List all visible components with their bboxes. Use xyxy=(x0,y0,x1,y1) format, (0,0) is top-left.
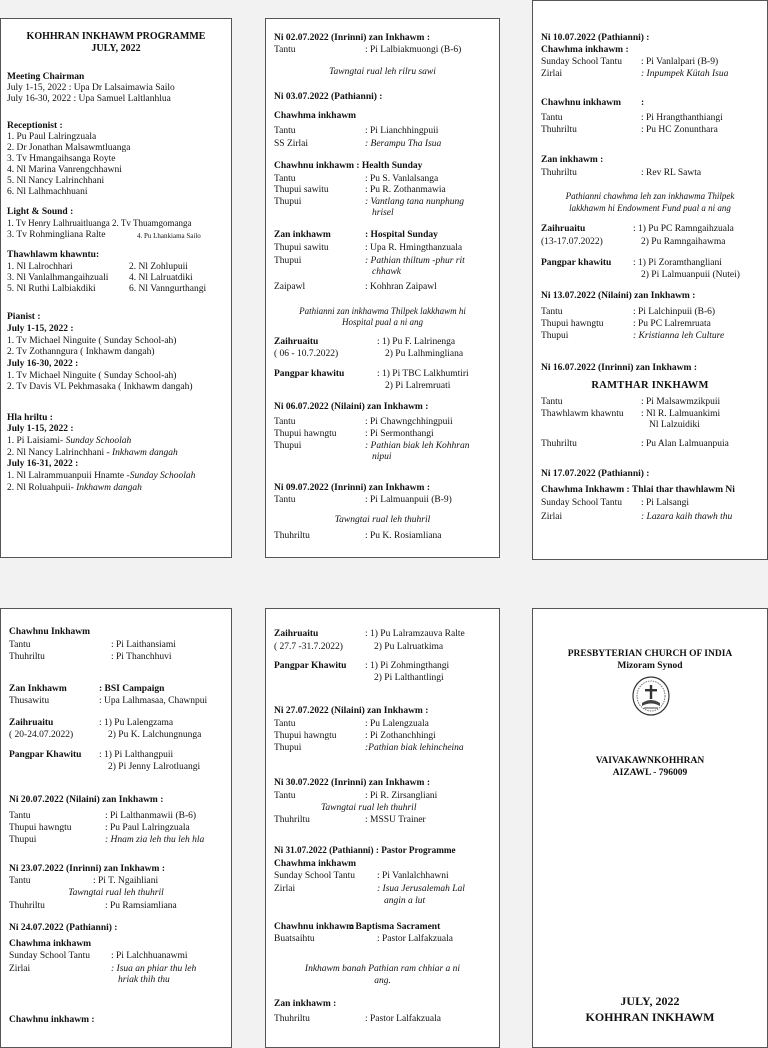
pianist-date: July 1-15, 2022 : xyxy=(7,324,74,334)
service-heading: : BSI Campaign xyxy=(99,684,165,694)
field-label: ( 06 - 10.7.2022) xyxy=(274,349,339,359)
field-value: : Pu R. Zothanmawia xyxy=(365,185,446,195)
note-text: Pathianni zan inkhawma Thilpek lakkhawm hi xyxy=(299,306,466,316)
service-heading: Zaihruaitu xyxy=(274,629,319,639)
field-value: 2) Pu Ramngaihawma xyxy=(641,237,726,247)
field-value: : 1) Pu Lalramzauva Ralte xyxy=(365,629,465,639)
field-value: : Pi Chawngchhingpuii xyxy=(365,417,453,427)
field-label: Tantu xyxy=(541,307,563,317)
field-value: : Isua an phiar thu leh xyxy=(111,964,197,974)
field-label: Sunday School Tantu xyxy=(541,498,622,508)
field-label: Thupui xyxy=(274,441,302,451)
field-value: 2) Pu Lalruatkima xyxy=(374,642,444,652)
field-value: : Pi Lalthanmawii (B-6) xyxy=(105,811,197,821)
light-sound-item: 3. Tv Rohmingliana Ralte xyxy=(7,230,106,240)
field-label: Thupui xyxy=(274,197,302,207)
service-heading: Chawhma inkhawm xyxy=(274,859,357,869)
field-value: : Pu S. Vanlalsanga xyxy=(365,174,439,184)
field-value: : 1) Pi Lalthangpuii xyxy=(99,750,174,760)
service-heading: Chawhnu inkhawm xyxy=(541,98,621,108)
section-heading: Ni 10.07.2022 (Pathianni) : xyxy=(541,33,650,43)
chairman-line: July 16-30, 2022 : Upa Samuel Laltlanhlua xyxy=(7,94,171,104)
field-label: Thuhriltu xyxy=(541,168,577,178)
service-heading: Chawhnu inkhawm xyxy=(274,922,354,932)
field-label: Tantu xyxy=(274,719,296,729)
field-label: ( 27.7 -31.7.2022) xyxy=(274,642,343,652)
programme-panel-week3 xyxy=(0,608,232,1048)
field-value: : Inpumpek Kütah Isua xyxy=(641,69,729,79)
programme-panel-cover-details xyxy=(0,18,232,558)
field-label: Tantu xyxy=(9,640,31,650)
field-value: : Pi Malsawmzikpuii xyxy=(641,397,721,407)
field-value: : Pu Paul Lalringzuala xyxy=(105,823,190,833)
service-heading: : Baptisma Sacrament xyxy=(350,922,441,932)
field-value: : 1) Pu Lalengzama xyxy=(99,718,174,728)
programme-cover-panel xyxy=(532,608,768,1048)
field-value: : Hnam zia leh thu leh hla xyxy=(105,835,205,845)
thawhlawm-item: 5. Nl Ruthi Lalbiakdiki xyxy=(7,284,96,294)
field-value: : Pu Alan Lalmuanpuia xyxy=(641,439,729,449)
field-value: Nl Lalzuidiki xyxy=(649,420,700,430)
service-heading: Zaihruaitu xyxy=(541,224,586,234)
field-value: : Pi Lalbiakmuongi (B-6) xyxy=(365,45,462,55)
field-label: Thupui xyxy=(274,743,302,753)
hla-hriltu-item: 2. Nl Nancy Lalrinchhani - Inkhawm dangah xyxy=(7,448,178,458)
field-value: : Vantlang tana nunphung xyxy=(365,197,464,207)
field-label: (13-17.07.2022) xyxy=(541,237,603,247)
note-text: Tawngtai rual leh thuhril xyxy=(321,803,417,813)
field-value: : Pi Zothanchhingi xyxy=(365,731,436,741)
service-heading: Zan inkhawm xyxy=(274,230,331,240)
field-label: Thupui xyxy=(9,835,37,845)
pianist-item: 1. Tv Michael Ninguite ( Sunday School-ah) xyxy=(7,371,177,381)
field-label: Zirlai xyxy=(274,884,296,894)
thawhlawm-heading: Thawhlawm khawntu: xyxy=(7,250,100,260)
field-label: Thuhriltu xyxy=(9,901,45,911)
thawhlawm-item: 4. Nl Lalruatdiki xyxy=(129,273,193,283)
field-value: : 1) Pi TBC Lalkhumtiri xyxy=(377,369,469,379)
field-value: : Pi Thanchhuvi xyxy=(111,652,172,662)
section-heading: Ni 09.07.2022 (Inrinni) zan Inkhawm : xyxy=(274,483,430,493)
field-label: Tantu xyxy=(274,495,296,505)
section-heading: Ni 06.07.2022 (Nilaini) zan Inkhawm : xyxy=(274,402,429,412)
field-value: 2) Pu Lalhmingliana xyxy=(385,349,464,359)
field-label: Zirlai xyxy=(541,512,563,522)
field-value: : Isua Jerusalemah Lal xyxy=(377,884,465,894)
service-heading: Zan Inkhawm xyxy=(9,684,67,694)
field-label: Thupui hawngtu xyxy=(274,429,337,439)
receptionist-item: 2. Dr Jonathan Malsawmtluanga xyxy=(7,143,131,153)
light-sound-item: 1. Tv Henry Lalhruaitluanga 2. Tv Thuamgomanga xyxy=(7,218,192,228)
field-value: : Pi Lalchinpuii (B-6) xyxy=(633,307,716,317)
field-label: Thuhriltu xyxy=(9,652,45,662)
field-value: : Pu PC Lalremruata xyxy=(633,319,711,329)
field-value: : Pu HC Zonunthara xyxy=(641,125,718,135)
note-text: ang. xyxy=(374,976,391,986)
field-label: ( 20-24.07.2022) xyxy=(9,730,74,740)
field-value: : Pu Lalengzuala xyxy=(365,719,429,729)
service-heading: Pangpar khawitu xyxy=(274,369,345,379)
service-heading: Chawhnu inkhawm : xyxy=(9,1015,95,1025)
field-label: Thupui hawngtu xyxy=(9,823,72,833)
pianist-date: July 16-30, 2022 : xyxy=(7,359,79,369)
field-label: Tantu xyxy=(541,113,563,123)
field-label: Tantu xyxy=(274,791,296,801)
field-label: Tantu xyxy=(9,876,31,886)
hla-hriltu-heading: Hla hriltu : xyxy=(7,413,53,423)
programme-title: KOHHRAN INKHAWM xyxy=(585,1010,715,1024)
section-heading: Ni 31.07.2022 (Pathianni) : Pastor Programme xyxy=(274,845,456,855)
service-heading: Zan inkhawm : xyxy=(541,155,604,165)
thawhlawm-item: 3. Nl Vanlalhmangaihzuali xyxy=(7,273,109,283)
field-value: : Pi Laithansiami xyxy=(111,640,176,650)
pianist-item: 2. Tv Davis VL Pekhmasaka ( Inkhawm dangah) xyxy=(7,382,193,392)
field-value: : Lazara kaih thawh thu xyxy=(641,512,733,522)
service-heading: Chawhnu inkhawm : Health Sunday xyxy=(274,161,423,171)
service-heading: Zaihruaitu xyxy=(274,337,319,347)
field-value: : Upa R. Hmingthanzuala xyxy=(365,243,463,253)
field-label: Sunday School Tantu xyxy=(9,951,90,961)
service-heading: Zaihruaitu xyxy=(9,718,54,728)
field-label: Thuhriltu xyxy=(541,125,577,135)
receptionist-item: 4. Nl Marina Vanrengchhawni xyxy=(7,165,122,175)
receptionist-item: 3. Tv Hmangaihsanga Royte xyxy=(7,154,116,164)
chairman-line: July 1-15, 2022 : Upa Dr Lalsaimawia Sailo xyxy=(7,83,175,93)
field-label: Tantu xyxy=(541,397,563,407)
thawhlawm-item: 1. Nl Lalrochhari xyxy=(7,262,73,272)
field-value: 2) Pi Lalthantlingi xyxy=(374,673,444,683)
service-heading: Chawhma inkhawm xyxy=(9,939,92,949)
receptionist-item: 6. Nl Lalhmachhuani xyxy=(7,187,88,197)
section-heading: Ni 20.07.2022 (Nilaini) zan Inkhawm : xyxy=(9,795,164,805)
field-value: : MSSU Trainer xyxy=(365,815,426,825)
note-text: Hospital pual a ni ang xyxy=(341,317,423,327)
field-label: Thuhriltu xyxy=(541,439,577,449)
service-heading: Pangpar Khawitu xyxy=(9,750,82,760)
field-value: : 1) Pi Zoramthangliani xyxy=(633,258,722,268)
service-heading: Chawhma inkhawm : xyxy=(541,45,629,55)
programme-panel-week4 xyxy=(265,608,500,1048)
field-value: : Pastor Lalfakzuala xyxy=(365,1014,441,1024)
pianist-item: 2. Tv Zothanngura ( Inkhawm dangah) xyxy=(7,347,155,357)
field-label: Tantu xyxy=(274,45,296,55)
field-label: Tantu xyxy=(9,811,31,821)
field-value: : 1) Pi Zohmingthangi xyxy=(365,661,450,671)
field-value: : Berampu Tha Isua xyxy=(365,139,442,149)
field-label: Sunday School Tantu xyxy=(274,871,355,881)
light-sound-item: 4. Pu Lhankiama Sailo xyxy=(137,232,201,240)
field-label: Thuhriltu xyxy=(274,815,310,825)
thawhlawm-item: 6. Nl Vanngurthangi xyxy=(129,284,207,294)
pianist-item: 1. Tv Michael Ninguite ( Sunday School-ah) xyxy=(7,336,177,346)
synod-name: Mizoram Synod xyxy=(617,661,683,671)
field-label: Tantu xyxy=(274,174,296,184)
field-value: : Kohhran Zaipawl xyxy=(365,282,437,292)
section-heading: Ni 03.07.2022 (Pathianni) : xyxy=(274,92,383,102)
field-label: Thupui hawngtu xyxy=(274,731,337,741)
field-label: Thupui xyxy=(274,256,302,266)
field-value: : Upa Lalhmasaa, Chawnpui xyxy=(99,696,208,706)
field-value: : Pastor Lalfakzuala xyxy=(377,934,453,944)
field-label: Buatsaihtu xyxy=(274,934,315,944)
field-label: Thupui hawngtu xyxy=(541,319,604,329)
meeting-chairman-heading: Meeting Chairman xyxy=(7,72,85,82)
receptionist-item: 5. Nl Nancy Lalrinchhani xyxy=(7,176,105,186)
field-value: : 1) Pu PC Ramngaihzuala xyxy=(633,224,734,234)
field-value: : Pi Lalmuanpuii (B-9) xyxy=(365,495,452,505)
field-label: Zirlai xyxy=(541,69,563,79)
field-label: Tantu xyxy=(274,126,296,136)
field-value: nipui xyxy=(372,452,392,462)
receptionist-heading: Receptionist : xyxy=(7,121,63,131)
light-sound-heading: Light & Sound : xyxy=(7,207,74,217)
field-value: : Pi Vanlalpari (B-9) xyxy=(641,57,719,67)
field-label: Thupui sawitu xyxy=(274,243,329,253)
note-text: Tawngtai rual leh thuhril xyxy=(334,515,431,525)
programme-month: JULY, 2022 xyxy=(620,994,680,1008)
field-label: Thuhriltu xyxy=(274,1014,310,1024)
field-value: hrisel xyxy=(372,208,394,218)
hla-hriltu-item: 1. Nl Lalrammuanpuii Hnamte -Sunday Schoolah xyxy=(7,471,196,481)
field-label: Tantu xyxy=(274,417,296,427)
note-text: Pathianni chawhma leh zan inkhawma Thilpek xyxy=(565,191,735,201)
field-value: 2) Pi Jenny Lalrotluangi xyxy=(108,762,201,772)
field-value: : Pi Lalchhuanawmi xyxy=(111,951,188,961)
panel-subtitle: JULY, 2022 xyxy=(91,43,141,54)
section-heading: Ni 30.07.2022 (Inrinni) zan Inkhawm : xyxy=(274,778,430,788)
church-name: PRESBYTERIAN CHURCH OF INDIA xyxy=(567,649,733,659)
field-value: 2) Pi Lalremruati xyxy=(385,381,451,391)
field-value: : Pi R. Zirsangliani xyxy=(365,791,438,801)
field-label: Thuhriltu xyxy=(274,531,310,541)
field-value: : 1) Pu F. Lalrinenga xyxy=(377,337,456,347)
field-value: hriak thih thu xyxy=(118,975,170,985)
section-heading: Ni 16.07.2022 (Inrinni) zan Inkhawm : xyxy=(541,363,697,373)
field-value: : Pi Lalsangi xyxy=(641,498,690,508)
field-value: : Nl R. Lalmuankimi xyxy=(641,409,721,419)
field-value: : Rev RL Sawta xyxy=(641,168,702,178)
note-text: Tawngtai rual leh thuhril xyxy=(68,888,164,898)
panel-title: KOHHRAN INKHAWM PROGRAMME xyxy=(26,31,206,42)
field-value: : Pathian thiltum -phur rit xyxy=(365,256,465,266)
field-value: : Pi Vanlalchhawni xyxy=(377,871,449,881)
section-heading: Ni 24.07.2022 (Pathianni) : xyxy=(9,923,118,933)
field-value: : Pi T. Ngaihliani xyxy=(93,876,159,886)
field-value: :Pathian biak lehincheina xyxy=(365,743,464,753)
field-label: Sunday School Tantu xyxy=(541,57,622,67)
section-heading: Ni 23.07.2022 (Inrinni) zan Inkhawm : xyxy=(9,864,165,874)
field-value: angin a lut xyxy=(384,896,426,906)
field-label: Thusawitu xyxy=(9,696,50,706)
field-value: : Pi Sermonthangi xyxy=(365,429,434,439)
section-heading: Ni 02.07.2022 (Inrinni) zan Inkhawm : xyxy=(274,33,430,43)
service-heading: : xyxy=(641,98,645,108)
field-label: Thawhlawm khawntu xyxy=(541,409,624,419)
pianist-heading: Pianist : xyxy=(7,312,41,322)
service-heading: Chawhma Inkhawm : Thlai thar thawhlawm Ni xyxy=(541,485,735,495)
field-label: Thupui sawitu xyxy=(274,185,329,195)
event-title: RAMTHAR INKHAWM xyxy=(591,380,709,391)
receptionist-item: 1. Pu Paul Lalringzuala xyxy=(7,132,97,142)
field-value: : Pu K. Rosiamliana xyxy=(365,531,442,541)
programme-panel-week2 xyxy=(532,0,768,560)
field-value: chhawk xyxy=(372,267,402,277)
hla-hriltu-item: 2. Nl Roluahpuii- Inkhawm dangah xyxy=(7,483,142,493)
section-heading: Ni 27.07.2022 (Nilaini) zan Inkhawm : xyxy=(274,706,429,716)
field-label: Zirlai xyxy=(9,964,31,974)
note-text: lakkhawm hi Endowment Fund pual a ni ang xyxy=(569,203,731,213)
hla-hriltu-date: July 16-31, 2022 : xyxy=(7,459,79,469)
congregation-address: AIZAWL - 796009 xyxy=(612,768,688,778)
congregation-name: VAIVAKAWNKOHHRAN xyxy=(595,756,705,766)
section-heading: Ni 13.07.2022 (Nilaini) zan Inkhawm : xyxy=(541,291,696,301)
note-text: Tawngtai rual leh rilru sawi xyxy=(329,67,436,77)
service-heading: : Hospital Sunday xyxy=(365,230,438,240)
thawhlawm-item: 2. Nl Zohlupuii xyxy=(129,262,188,272)
hla-hriltu-item: 1. Pi Laisiami- Sunday Schoolah xyxy=(7,436,132,446)
field-label: Zaipawl xyxy=(274,282,306,292)
field-value: : Pu Ramsiamliana xyxy=(105,901,177,911)
field-value: 2) Pu K. Lalchungnunga xyxy=(108,730,202,740)
field-value: : Pi Lianchhingpuii xyxy=(365,126,439,136)
hla-hriltu-date: July 1-15, 2022 : xyxy=(7,424,74,434)
note-text: Inkhawm banah Pathian ram chhiar a ni xyxy=(304,964,461,974)
field-value: : Pi Hrangthanthiangi xyxy=(641,113,723,123)
field-value: : Pathian biak leh Kohhran xyxy=(365,441,470,451)
service-heading: Chawhma inkhawm xyxy=(274,111,357,121)
service-heading: Pangpar Khawitu xyxy=(274,661,347,671)
field-label: SS Zirlai xyxy=(274,139,309,149)
service-heading: Zan inkhawm : xyxy=(274,999,337,1009)
field-value: : Kristianna leh Culture xyxy=(633,331,725,341)
field-value: 2) Pi Lalmuanpuii (Nutei) xyxy=(641,270,740,280)
programme-panel-week1 xyxy=(265,18,500,558)
service-heading: Chawhnu Inkhawm xyxy=(9,627,91,637)
church-seal-icon xyxy=(631,675,671,717)
service-heading: Pangpar khawitu xyxy=(541,258,612,268)
field-label: Thupui xyxy=(541,331,569,341)
section-heading: Ni 17.07.2022 (Pathianni) : xyxy=(541,469,650,479)
